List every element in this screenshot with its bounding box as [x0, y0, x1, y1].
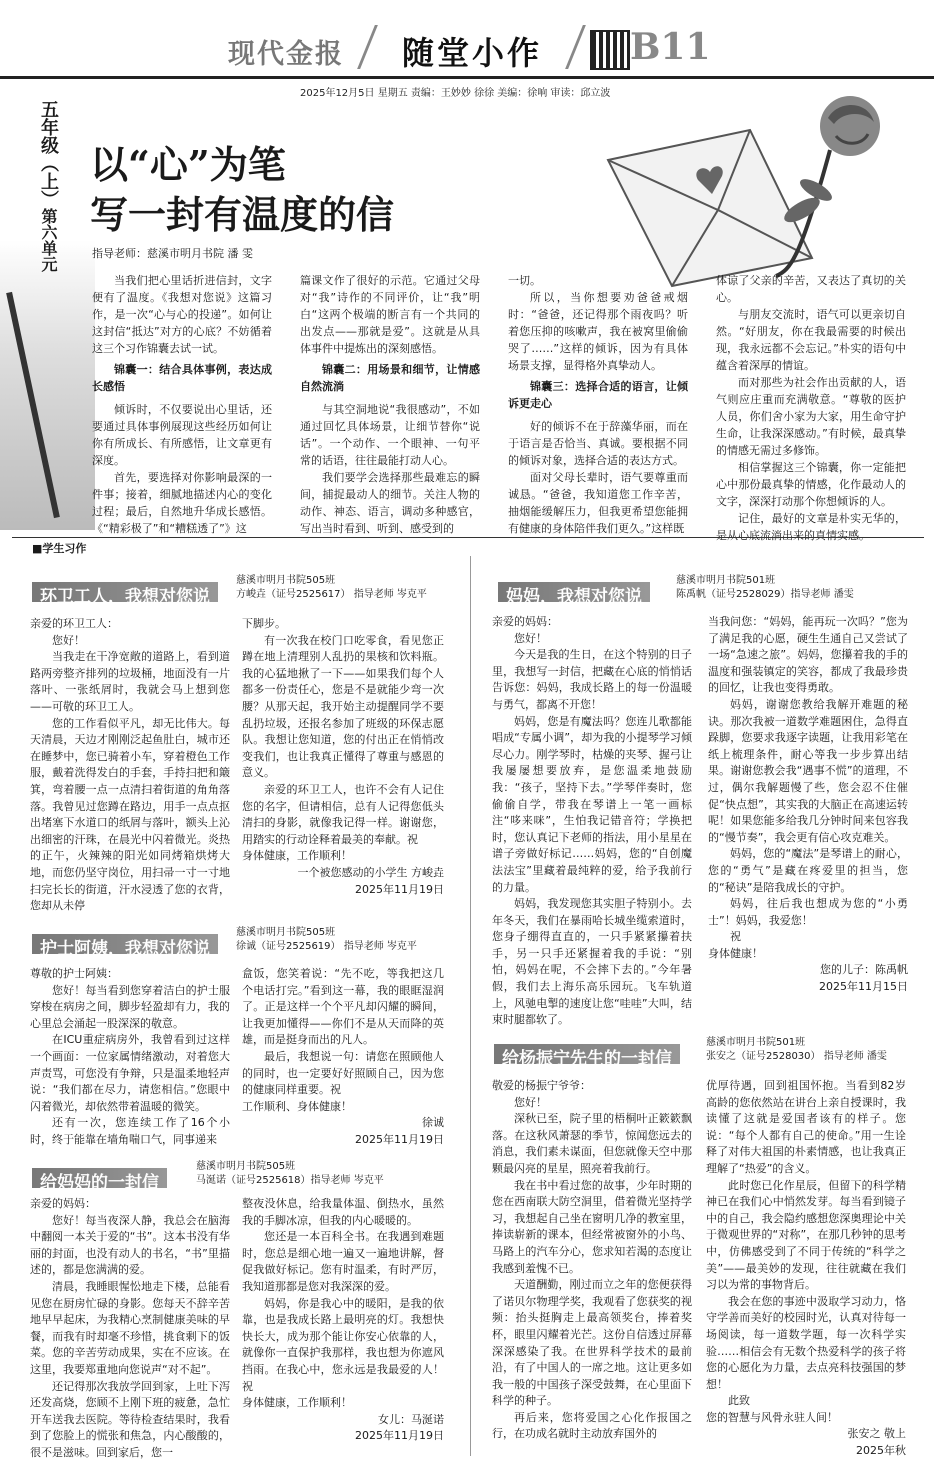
author-byline: 方峻垚（证号2525617） 指导老师 岑克平 [236, 589, 427, 600]
feature-column-1 [92, 272, 272, 537]
paragraph: 体谅了父亲的辛苦，又表达了真切的关心。 [716, 274, 906, 304]
letter-column [492, 614, 692, 1027]
salutation: 亲爱的妈妈： [492, 615, 558, 628]
paragraph: 此时您已化作星辰，但留下的科学精神已在我们心中悄然发芽。每当看到镜子中的自己，我会隐约感想您深奥理论中关于微观世界的“对称”，在那几秒钟的思考中，仿佛感受到了不同于传统的“科学之美”——最美妙的发现，往往就藏在我们习以为常的事物背后。 [706, 1178, 906, 1292]
date: 2025年秋 [856, 1444, 906, 1458]
closing: 您的智慧与风骨永驻人间！ [706, 1410, 838, 1424]
closing: 身体健康，工作顺利！ [242, 1396, 352, 1410]
paragraph: 盒饭，您笑着说：“先不吃，等我把这几个电话打完。”看到这一幕，我的眼眶湿润了。正是这样一个个平凡却闪耀的瞬间，让我更加懂得——你们不是从天而降的英雄，而是挺身而出的凡人。 [242, 967, 444, 1047]
tip-heading: 锦囊一：结合具体事例，表达成长感悟 [92, 363, 272, 393]
paragraph: 篇课文作了很好的示范。它通过父母对“我”诗作的不同评价，让“我”明白“这两个极端的断言有一个共同的出发点——那就是爱”。这就是从具体事件中提炼出的深刻感悟。 [300, 274, 480, 355]
letter-title: 护士阿姨，我想对您说 [30, 932, 220, 956]
letter-title: 给妈妈的一封信 [30, 1166, 169, 1190]
grade-text: 五年级（上） [38, 100, 59, 208]
newspaper-brand: 现代金报 [228, 39, 344, 70]
headline-line-1: 以“心”为笔 [90, 142, 286, 187]
closing: 身体健康！ [708, 946, 763, 960]
paragraph: 我在书中看过您的故事，少年时期的您在西南联大防空洞里，借着微光坚持学习，我想起自己坐在窗明几净的教室里，捧读崭新的课本，但经常被窗外的小鸟、马路上的汽车分心，您求知若渴的态度让我感到羞愧不已。 [492, 1178, 692, 1275]
unit-text: 第六单元 [39, 208, 58, 272]
paragraph: 所以，当你想要劝爸爸戒烟时：“爸爸，还记得那个雨夜吗？听着您压抑的咳嗽声，我在被窝里偷偷哭了……”这样的倾诉，因为有具体场景支撑，显得格外真挚动人。 [508, 291, 688, 372]
author-school: 慈溪市明月书院501班 [676, 575, 776, 586]
feature-column-3 [508, 272, 688, 537]
greeting: 您好！ [52, 633, 85, 647]
author-byline: 马涎诺（证号2525618）指导老师 岑克平 [196, 1175, 384, 1186]
paragraph: 我会在您的事迹中汲取学习动力，恪守学善而美好的校园时光，认真对待每一场阅读，每一道数学题，每一次科学实验……相信会有无数个热爱科学的孩子将您的心愿化为力量，去点亮科技强国的梦想！ [706, 1294, 906, 1391]
envelope-icon [608, 130, 812, 286]
envelope-rose-illustration [600, 90, 934, 280]
column-divider [470, 556, 471, 1456]
divider-slash [357, 25, 378, 69]
closing: 此致 [728, 1394, 750, 1408]
paragraph: 妈妈，谢谢您教给我解开难题的秘诀。那次我被一道数学难题困住，急得直跺脚，您要求我逐字读题，让我用彩笔在纸上梳理条件，耐心等我一步步算出结果。谢谢您教会我“遇事不慌”的道理，不过，偶尔我解题慢了些，您会忍不住催促“快点想”，其实我的大脑正在高速运转呢！如果您能多给我几分钟时间来包容我的“慢节奏”，我会更有信心攻克难关。 [708, 697, 908, 844]
paragraph: 还有一次，您连续工作了16个小时，终于能靠在墙角喘口气，同事递来 [30, 1116, 230, 1146]
paragraph: 整夜没休息，给我量体温、倒热水，虽然我的手脚冰凉，但我的内心暖暖的。 [242, 1197, 444, 1227]
paragraph: 您好！每当夜深人静，我总会在脑海中翻阅一本关于爱的“书”。这本书没有华丽的封面，也没有动人的书名，“书”里描述的，都是您满满的爱。 [30, 1213, 230, 1277]
closing: 工作顺利、身体健康！ [242, 1099, 352, 1113]
feature-column-4 [716, 272, 906, 544]
paragraph: 您的工作看似平凡，却无比伟大。每天清晨，天边才刚刚泛起鱼肚白，城市还在睡梦中，您已骑着小车，穿着橙色工作服，戴着洗得发白的手套，手持扫把和簸箕，弯着腰一点一点清扫着街道的角角落落。我曾见过您蹲在路边，用手一点点抠出堵塞下水道口的纸屑与落叶，额头上沁出细密的汗珠，在晨光中闪着微光。炎热的正午，火辣辣的阳光如同烤箱烘烤大地，而您仍坚守岗位，用扫帚一寸一寸地扫完长长的街道，汗水浸透了您的衣背，您却从未停 [30, 716, 230, 913]
salutation: 尊敬的护士阿姨： [30, 967, 118, 980]
paragraph: 首先，要选择对你影响最深的一件事；接着，细腻地描述内心的变化过程；最后，自然地升华成长感悟。《“精彩极了”和“糟糕透了”》这 [92, 471, 272, 535]
letter-title: 妈妈，我想对您说 [496, 580, 652, 604]
paragraph: 优厚待遇，回到祖国怀抱。当看到82岁高龄的您依然站在讲台上亲自授课时，我读懂了这就是爱国者该有的样子。您说：“每个人都有自己的使命。”用一生诠释了对伟大祖国的朴素情感，也让我真正理解了“热爱”的含义。 [706, 1079, 906, 1175]
author-school: 慈溪市明月书院501班 [706, 1037, 806, 1048]
paragraph: 相信掌握这三个锦囊，你一定能把心中那份最真挚的情感，化作最动人的文字，深深打动那个你想倾诉的人。 [716, 461, 906, 508]
paragraph: 当我们把心里话折进信封，文字便有了温度。《我想对您说》这篇习作，是一次“心与心的投递”。如何让这封信“抵达”对方的心底？不妨循着这三个习作锦囊去试一试。 [92, 274, 272, 355]
letter-column [242, 616, 444, 916]
salutation: 敬爱的杨振宁爷爷： [492, 1079, 591, 1092]
qr-code-icon [590, 30, 630, 70]
author-school: 慈溪市明月书院505班 [236, 575, 336, 586]
tip-heading: 锦囊二：用场景和细节，让情感自然流淌 [300, 363, 480, 393]
paragraph: 而对那些为社会作出贡献的人，语气则应庄重而充满敬意。“尊敬的医护人员，你们舍小家为大家，用生命守护生命，让我深深感动。”有时候，最真挚的情感无需过多修饰。 [716, 376, 906, 457]
paragraph: 当我走在干净宽敞的道路上，看到道路两旁整齐排列的垃圾桶，地面没有一片落叶、一张纸屑时，我就会马上想到您——可敬的环卫工人。 [30, 650, 230, 713]
date: 2025年11月19日 [355, 1132, 444, 1146]
letter-column [30, 616, 230, 916]
paragraph: 在ICU重症病房外，我曾看到过这样一个画面：一位家属情绪激动，对着您大声责骂，可您没有争辩，只是温柔地轻声说：“我们都在尽力，请您相信。”您眼中闪着微光，却依然带着温暖的微笑。 [30, 1033, 230, 1113]
paragraph: 今天是我的生日，在这个特别的日子里，我想写一封信，把藏在心底的悄悄话告诉您：妈妈，我成长路上的每一份温暖与勇气，都离不开您！ [492, 648, 692, 711]
author-byline: 张安之（证号2528030） 指导老师 潘雯 [706, 1051, 887, 1062]
letter-title: 环卫工人，我想对您说 [30, 580, 220, 604]
paragraph: 有一次我在校门口吃零食，看见您正蹲在地上清理别人乱扔的果核和饮料瓶。我的心猛地揪了一下——如果我们每个人都多一份责任心，您是不是就能少弯一次腰？从那天起，我开始主动提醒同学不要乱扔垃圾，还报名参加了班级的环保志愿队。我想让您知道，您的付出正在悄悄改变我们，也让我真正懂得了尊重与感恩的意义。 [242, 633, 444, 780]
letter-column [706, 1078, 906, 1468]
paragraph: 下脚步。 [242, 617, 286, 630]
letter-column [30, 966, 230, 1144]
paragraph: 倾诉时，不仅要说出心里话，还要通过具体事例展现这些经历如何让你有所成长、有所感悟，让文章更有深度。 [92, 403, 272, 467]
paragraph: 再后来，您将爱国之心化作报国之行，在功成名就时主动放弃国外的 [492, 1410, 692, 1441]
paragraph: 一切。 [508, 274, 541, 287]
greeting: 您好！ [514, 1095, 547, 1109]
letter-title: 给杨振宁先生的一封信 [492, 1042, 682, 1066]
feature-column-2 [300, 272, 480, 537]
author-school: 慈溪市明月书院505班 [236, 927, 336, 938]
greeting: 您好！ [514, 631, 547, 645]
paragraph: 与朋友交流时，语气可以更亲切自然。“好朋友，你在我最需要的时候出现，我永远都不会忘记。”朴实的语句中蕴含着深厚的情谊。 [716, 308, 906, 372]
letter-column [242, 1196, 444, 1466]
letter-column [242, 966, 444, 1144]
headline-line-2: 写一封有温度的信 [90, 192, 395, 237]
paragraph: 记住，最好的文章是朴实无华的，是从心底流淌出来的真情实感。 [716, 512, 906, 542]
paragraph: 清晨，我睡眼惺忪地走下楼，总能看见您在厨房忙碌的身影。您每天不辞辛苦地早早起床，为我精心烹制健康美味的早餐，而我有时却毫不珍惜，挑食剩下的饭菜。您的辛苦劳动成果，实在不应该。在这里，我要郑重地向您说声“对不起”。 [30, 1279, 230, 1376]
paragraph: 还记得那次我放学回到家，上吐下泻还发高烧，您顾不上刚下班的疲惫，急忙开车送我去医院。等待检查结果时，我看到了您脸上的慌张和焦急，内心酸酸的，很不是滋味。回到家后，您一 [30, 1379, 230, 1459]
signature: 您的儿子：陈禹帆 [820, 963, 908, 977]
letter-column [30, 1196, 230, 1466]
paragraph: 深秋已至，院子里的梧桐叶正簌簌飘落。在这秋风萧瑟的季节，惊闻您远去的消息，我们素未谋面，但您就像天空中那颗最闪亮的星星，照亮着我前行。 [492, 1112, 692, 1175]
author-byline: 陈禹帆（证号2528029）指导老师 潘雯 [676, 589, 854, 600]
signature: 张安之 敬上 [847, 1427, 906, 1441]
feature-guide-teacher: 指导老师：慈溪市明月书院 潘 雯 [92, 247, 253, 260]
paragraph: 亲爱的环卫工人，也许不会有人记住您的名字，但请相信，总有人记得您低头清扫的身影，就像我记得一样。谢谢您，用踏实的行动诠释着最美的奉献。祝 [242, 782, 444, 846]
paragraph: 您好！每当看到您穿着洁白的护士服穿梭在病房之间，脚步轻盈却有力，我的心里总会涌起一股深深的敬意。 [30, 983, 230, 1030]
feature-headline [90, 140, 394, 240]
author-school: 慈溪市明月书院505班 [196, 1161, 296, 1172]
paragraph: 当我问您：“妈妈，能再玩一次吗？”您为了满足我的心愿，硬生生通自己又尝试了一场“急速之旅”。妈妈，您攥着我的手的温度和强装镇定的笑容，都成了我最珍贵的回忆，让我也变得勇敢。 [708, 615, 908, 695]
signature: 徐诚 [422, 1116, 444, 1130]
date: 2025年11月19日 [355, 882, 444, 896]
date: 2025年11月19日 [355, 1429, 444, 1443]
letter-column [708, 614, 908, 1014]
paragraph: 与其空洞地说“我很感动”，不如通过回忆具体场景，让细节替你“说话”。一个动作、一个眼神、一句平常的话语，往往最能打动人心。 [300, 403, 480, 467]
grade-label [8, 100, 58, 272]
student-work-label: ■学生习作 [32, 542, 87, 555]
signature: 女儿：马涎诺 [378, 1412, 444, 1426]
paragraph: 天道酬勤，刚过而立之年的您便获得了诺贝尔物理学奖，我观看了您获奖的视频：抬头挺胸走上最高领奖台，捧着奖杯，眼里闪耀着光芒。这份自信透过屏幕深深感染了我。在世界科学技术的最前沿，有了中国人的一席之地。这让更多如我一般的中国孩子深受鼓舞，在心里面下科学的种子。 [492, 1278, 692, 1408]
masthead [0, 0, 934, 99]
issue-meta: 2025年12月5日 星期五 责编：王妙妙 徐徐 美编：徐响 审读：邱立波 [300, 88, 611, 99]
paragraph: 妈妈，往后我也想成为您的“小勇士”！妈妈，我爱您！ [708, 897, 908, 927]
paragraph: 最后，我想说一句：请您在照顾他人的同时，也一定要好好照顾自己，因为您的健康同样重要。祝 [242, 1049, 444, 1097]
signature: 一个被您感动的小学生 方峻垚 [297, 865, 444, 879]
divider-slash [565, 25, 586, 69]
paragraph: 妈妈，我发现您其实胆子特别小。去年冬天，我们在暴雨哈长城坐缆索道时，您身子绷得直直的，一只手紧紧攥着扶手，另一只手还紧握着我的手说：“别怕，妈妈在呢，不会摔下去的。”今年暑假，我们去上海乐高乐园玩。飞车轨道上，风驰电掣的速度让您“哇哇”大叫，结束时腿都软了。 [492, 897, 692, 1027]
salutation: 亲爱的环卫工人： [30, 617, 118, 630]
closing: 祝 [730, 930, 741, 944]
section-divider [12, 537, 924, 538]
paragraph: 好的倾诉不在于辞藻华丽，而在于语言是否恰当、真诚。要根据不同的倾诉对象，选择合适的表达方式。 [508, 420, 688, 467]
section-title: 随堂小作 [402, 34, 543, 72]
closing: 身体健康，工作顺利！ [242, 849, 352, 863]
paragraph: 我们要学会选择那些最难忘的瞬间，捕捉最动人的细节。关注人物的动作、神态、语言，调动多种感官，写出当时看到、听到、感受到的 [300, 471, 480, 535]
header-rule [0, 76, 934, 79]
paragraph: 妈妈，您是有魔法吗？您连儿歌都能唱成“专属小调”，却为我的小提琴学习倾尽心力。刚学琴时，枯燥的夹琴、握弓让我屡屡想要放弃，是您温柔地鼓励我：“孩子，坚持下去。”学琴伴奏时，您偷偷自学，带我在琴谱上一笔一画标注“哆来咪”，生怕我记错音符；学换把时，您认真记下老师的指法，用小星星在谱子旁做好标记……妈妈，您的“自创魔法法宝”里藏着最纯粹的爱，给予我前行的力量。 [492, 714, 692, 894]
page-number: B11 [630, 26, 711, 68]
paragraph: 您还是一本百科全书。在我遇到难题时，您总是细心地一遍又一遍地讲解，督促我做好标记。您有时温柔，有时严厉，我知道那都是您对我深深的爱。 [242, 1230, 444, 1293]
paragraph: 面对父母长辈时，语气要尊重而诚恳。“爸爸，我知道您工作辛苦，抽烟能缓解压力，但我更希望您能拥有健康的身体陪伴我们更久。”这样既 [508, 471, 688, 535]
tip-heading: 锦囊三：选择合适的语言，让倾诉更走心 [508, 380, 688, 410]
paragraph: 妈妈，你是我心中的暖阳，是我的依靠，也是我成长路上最明亮的灯。我想快快长大，成为那个能让你安心依靠的人，就像你一直保护我那样，我也想为你遮风挡雨。在我心中，您永远是我最爱的人！祝 [242, 1296, 444, 1393]
letter-column [492, 1078, 692, 1468]
author-byline: 徐诚（证号2525619） 指导老师 岑克平 [236, 941, 417, 952]
date: 2025年11月15日 [819, 980, 908, 994]
salutation: 亲爱的妈妈： [30, 1197, 96, 1210]
paragraph: 妈妈，您的“魔法”是琴谱上的耐心，您的“勇气”是藏在疼爱里的担当，您的“秘诀”是陪我成长的守护。 [708, 847, 908, 894]
